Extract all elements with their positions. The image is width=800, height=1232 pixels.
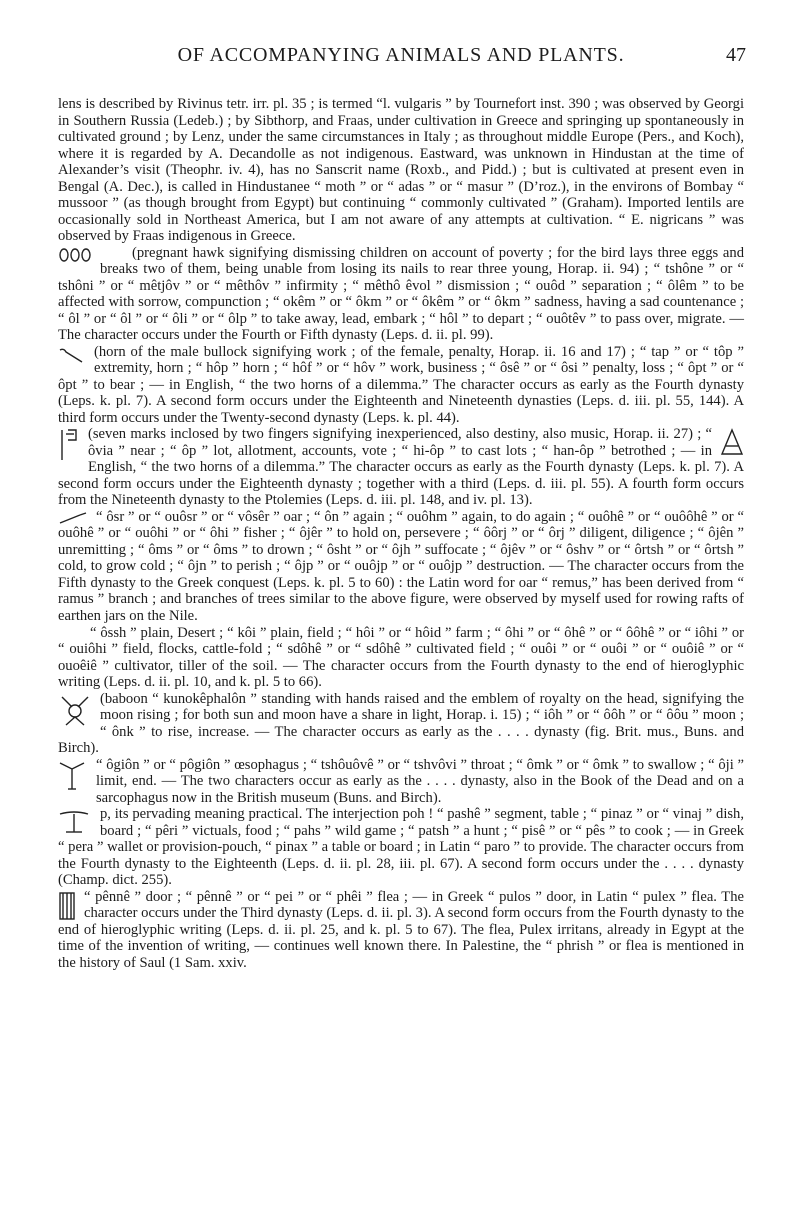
paragraph-text: (seven marks inclosed by two fingers signifying inexperienced, also destiny, also music, Horap. ii. 27) ; “ ôvia ” near ; “ ôp ” lot, allotment, accounts, vote ; “ hi-ôp ” to cast lots ; “ han-ôp ” betrothed ; — in English, “ the two horns of a dilemma.” The character occurs as early as the Fourth dynasty (Leps. k. pl. 7). A second form occurs under the Eighteenth dynasty ; together with a third (Leps. d. iii. pl. 55). A fourth form occurs from the Nineteenth dynasty to the Ptolemies (Leps. d. iii. pl. 148, and iv. pl. 13). [58,426,744,509]
paragraph-door [58,889,744,972]
fingers-marks-icon [58,428,80,462]
horn-icon [58,346,86,364]
paragraph-text: lens is described by Rivinus tetr. irr. pl. 35 ; is termed “l. vulgaris ” by Tournefort inst. 390 ; was observed by Georgi in Southern Russia (Ledeb.) ; by Sibthorp, and Fraas, under cultivation in Greece and springing up spontaneously in cultivated ground ; by Lenz, under the same circumstances in Italy ; as throughout middle Europe (Pers., and Koch), where it is regarded by A. Decandolle as not indigenous. Eastward, was unknown in Hindustan at the time of Alexander’s visit (Theophr. iv. 4), has no Sanscrit name (Roxb., and Pidd.) ; but is cultivated at present even in Bengal (A. Dec.), is called in Hindustanee “ moth ” or “ adas ” or “ masur ” (D’roz.), in the environs of Bombay “ mussoor ” (as though brought from Egypt) but continuing “ commonly cultivated ” (Graham). Imported lentils are occasionally sold in Northeast America, but I am not aware of any attempts at cultivation. “ E. nigricans ” was observed by Fraas indigenous in Greece. [58,96,744,245]
paragraph-field [58,625,744,691]
paragraph-fingers [58,426,744,509]
paragraph-text: (pregnant hawk signifying dismissing children on account of poverty ; for the bird lays three eggs and breaks two of them, being unable from losing its nails to rear three young, Horap. ii. 94) ; “ tshône ” or “ tshôni ” or “ mêtjôv ” or “ mêthôv ” infirmity ; “ mêthô êvol ” dismission ; “ ouôd ” separation ; “ ôlêm ” to be affected with sorrow, compunction ; “ okêm ” or “ ôkm ” or “ ôkêm ” or “ ôkm ” sadness, having a sad countenance ; “ ôl ” or “ ôl ” or “ ôli ” or “ ôlp ” to take away, lead, embark ; “ hôl ” to depart ; “ ouôtêv ” to pass over, migrate. — The character occurs under the Fourth or Fifth dynasty (Leps. d. ii. pl. 99). [58,244,744,344]
page-header [56,44,746,68]
mat-icon [58,808,92,834]
paragraph-throat [58,757,744,807]
baboon-icon [58,693,92,727]
paragraph-text: p, its pervading meaning practical. The interjection poh ! “ pashê ” segment, table ; “ pinaz ” or “ vinaj ” dish, board ; “ pêri ” victuals, food ; “ pahs ” wild game ; “ patsh ” a hunt ; “ pisê ” or “ pês ” to cook ; — in Greek “ pera ” wallet or provision-pouch, “ pinax ” a table or board ; in Latin “ paro ” to provide. The character occurs from the Fourth dynasty to the Eighteenth (Leps. d. ii. pl. 28, iii. pl. 67). A second form occurs under the . . . . dynasty (Champ. dict. 255). [58,806,744,889]
paragraph-baboon [58,691,744,757]
paragraph-text: (horn of the male bullock signifying work ; of the female, penalty, Horap. ii. 16 and 17) ; “ tap ” or “ tôp ” extremity, horn ; “ hôp ” horn ; “ hôf ” or “ hôv ” work, business ; “ ôsê ” or “ ôsi ” penalty, loss ; “ ôpt ” or “ ôpt ” to bear ; — in English, “ the two horns of a dilemma.” The character occurs as early as the Fourth dynasty (Leps. k. pl. 7). A second form occurs under the Eighteenth and Nineteenth dynasties (Leps. d. iii. pl. 55, 144). A third form occurs under the Twenty-second dynasty (Leps. k. pl. 44). [58,343,744,426]
paragraph-text: “ ôgiôn ” or “ pôgiôn ” œsophagus ; “ tshôuôvê ” or “ tshvôvi ” throat ; “ ômk ” or “ ômk ” to swallow ; “ ôji ” limit, end. — The two characters occur as early as the . . . . dynasty, also in the Book of the Dead and on a sarcophagus now in the British museum (Buns. and Birch). [96,756,744,806]
paragraph-text: “ ôssh ” plain, Desert ; “ kôi ” plain, field ; “ hôi ” or “ hôid ” farm ; “ ôhi ” or “ ôhê ” or “ ôôhê ” or “ iôhi ” or “ ouiôhi ” field, flocks, cattle-fold ; “ sdôhê ” or “ sdôhê ” cultivated field ; “ ouôi ” or “ ouôi ” or “ ouôiê ” or “ ouoêiê ” cultivator, tiller of the soil. — The character occurs from the Fourth dynasty to the end of hieroglyphic writing (Leps. d. ii. pl. 10, and k. pl. 5 to 66). [58,624,744,691]
egg-group-icon [58,247,92,263]
paragraph-mat [58,806,744,889]
paragraph-lens [58,96,744,245]
paragraph-text: (baboon “ kunokêphalôn ” standing with hands raised and the emblem of royalty on the head, signifying the moon rising ; for both sun and moon have a share in light, Horap. i. 15) ; “ iôh ” or “ ôôh ” or “ ôôu ” moon ; “ ônk ” to rise, increase. — The character occurs as early as the . . . . dynasty (fig. Brit. mus., Buns. and Birch). [58,690,744,757]
page-number: 47 [726,44,746,66]
paragraph-oar [58,509,744,625]
paragraph-horn [58,344,744,427]
body-text [58,96,744,971]
fingers-variant-icon [720,428,744,456]
paragraph-text: “ ôsr ” or “ ouôsr ” or “ vôsêr ” oar ; “ ôn ” again ; “ ouôhm ” again, to do again ; “ ouôhê ” or “ ouôôhê ” or “ ouôhê ” or “ ouôhi ” or “ ôhi ” fisher ; “ ôjêr ” to hold on, persevere ; “ ôôrj ” or “ ôrj ” diligent, diligence ; “ ôjên ” unremitting ; “ ôms ” or “ ôms ” to drown ; “ ôsht ” or “ ôjh ” suffocate ; “ ôjêv ” or “ ôshv ” or “ ôrtsh ” or “ ôrtsh ” cold, to grow cold ; “ ôjn ” to perish ; “ ôjp ” or “ ouôjp ” or “ ouôjp ” destruction. — The character occurs from the Fifth dynasty to the Greek conquest (Leps. k. pl. 5 to 60) : the Latin word for oar “ remus,” has been derived from “ ramus ” branch ; and branches of trees similar to the above figure, were observed by myself used for rowing rafts of earthen jars on the Nile. [58,508,744,624]
paragraph-text: “ pênnê ” door ; “ pênnê ” or “ pei ” or “ phêi ” flea ; — in Greek “ pulos ” door, in Latin “ pulex ” flea. The character occurs under the Third dynasty (Leps. d. ii. pl. 3). A second form occurs from the Fourth dynasty to the end of hieroglyphic writing (Leps. d. ii. pl. 25, and k. pl. 5 to 67). The flea, Pulex irritans, already in Egypt at the time of the invention of writing, — continues well known there. In Palestine, the “ phrish ” or flea is mentioned in the history of Saul (1 Sam. xxiv. [58,888,744,971]
paragraph-hawk [58,245,744,344]
door-icon [58,891,76,921]
oar-icon [58,511,88,525]
running-title: OF ACCOMPANYING ANIMALS AND PLANTS. [177,44,625,66]
throat-icon [58,759,88,791]
